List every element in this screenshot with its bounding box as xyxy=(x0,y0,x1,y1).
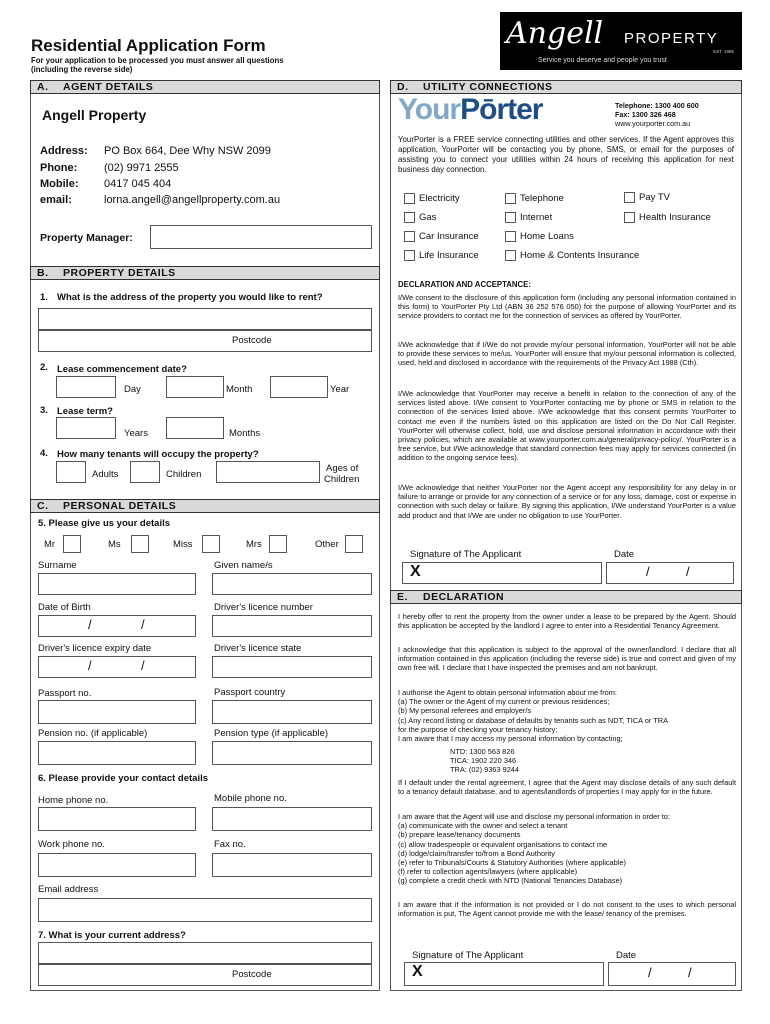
declaration-e-paragraph-1: I hereby offer to rent the property from the owner under a lease to be prepared by the Agent. Should this application be accepted by the landlord I agree to enter into a Residential Tenancy Agreement. xyxy=(398,612,736,631)
agent-mobile-value: 0417 045 404 xyxy=(104,178,172,190)
yourporter-fax: Fax: 1300 326 468 xyxy=(615,110,676,119)
lease-year-label: Year xyxy=(330,384,350,395)
declaration-date-slash-2: / xyxy=(688,965,692,980)
uses-line: (e) refer to Tribunals/Courts & Statutory Authorities (where applicable) xyxy=(398,858,626,868)
title-mr-label: Mr xyxy=(44,539,56,550)
lease-months-field[interactable] xyxy=(166,417,224,439)
home-phone-label: Home phone no. xyxy=(38,795,109,806)
declaration-e-uses xyxy=(398,812,736,886)
pay-tv-checkbox[interactable] xyxy=(624,192,635,203)
declaration-e-paragraph-2: I acknowledge that this application is subject to the approval of the owner/landlord. I declare that all information contained in this application (including the reverse side) is true and correct and given of my own free will. I declare that I have inspected the premises and am not bankrupt. xyxy=(398,645,736,673)
expiry-slash-2: / xyxy=(141,658,145,673)
agent-email-label: email: xyxy=(40,194,72,206)
utility-date-slash-1: / xyxy=(646,564,650,579)
pension-number-label: Pension no. (if applicable) xyxy=(38,728,148,739)
contact-line: TRA: (02) 9363 9244 xyxy=(450,765,520,775)
fax-label: Fax no. xyxy=(214,839,246,850)
lease-year-field[interactable] xyxy=(270,376,328,398)
email-label: Email address xyxy=(38,884,99,895)
utility-signature-x: X xyxy=(410,563,421,580)
utility-date-field[interactable] xyxy=(606,562,734,584)
agent-name: Angell Property xyxy=(42,107,147,123)
given-name-label: Given name/s xyxy=(214,560,273,571)
internet-checkbox[interactable] xyxy=(505,212,516,223)
children-label: Children xyxy=(166,469,202,480)
home-contents-insurance-checkbox[interactable] xyxy=(505,250,516,261)
telephone-checkbox[interactable] xyxy=(505,193,516,204)
title-other-label: Other xyxy=(315,539,339,550)
dob-label: Date of Birth xyxy=(38,602,91,613)
title-other-checkbox[interactable] xyxy=(345,535,363,553)
dob-slash-1: / xyxy=(88,617,92,632)
yourporter-intro: YourPorter is a FREE service connecting utilities and other services. If the Agent approves this application, YourPorter will be contacting you by phone, SMS, or email for the purposes of assisting you to connect your utilities within 24 hours of receiving this application for next business day connection. xyxy=(398,135,734,174)
property-manager-field[interactable] xyxy=(150,225,372,249)
health-insurance-label: Health Insurance xyxy=(639,212,711,223)
lease-month-label: Month xyxy=(226,384,253,395)
authorise-line: I am aware that I may access my personal information by contacting; xyxy=(398,734,623,744)
passport-number-label: Passport no. xyxy=(38,688,92,699)
pension-type-field[interactable] xyxy=(212,741,372,765)
authorise-line: (b) My personal referees and employer/s xyxy=(398,706,532,716)
life-insurance-label: Life Insurance xyxy=(419,250,479,261)
section-d-header: D. UTILITY CONNECTIONS xyxy=(390,80,742,94)
contact-line: TICA: 1902 220 346 xyxy=(450,756,517,766)
authorise-line: (a) The owner or the Agent of my current or previous residences; xyxy=(398,697,610,707)
agent-address-label: Address: xyxy=(40,145,88,157)
tenancy-database-contacts xyxy=(450,747,519,775)
children-ages-label-2: Children xyxy=(324,474,360,485)
passport-country-field[interactable] xyxy=(212,700,372,724)
q3-number: 3. xyxy=(40,405,48,416)
q2-number: 2. xyxy=(40,362,48,373)
utility-signature-label: Signature of The Applicant xyxy=(410,549,522,560)
declaration-e-paragraph-6: I am aware that if the information is not provided or I do not consent to the uses to which personal information is put, The Agent cannot provide me with the lease/ tenancy of the premises. xyxy=(398,900,736,919)
q1-number: 1. xyxy=(40,292,48,303)
licence-number-label: Driver's licence number xyxy=(214,602,313,613)
declaration-signature-x: X xyxy=(412,963,423,980)
section-e-header: E. DECLARATION xyxy=(390,590,742,604)
declaration-paragraph-4: I/We acknowledge that neither YourPorter nor the Agent accept any responsibility for any delay in or failure to arrange or provide for any connection of a service or for any loss, damage, cost or expense in connection with such delay or failure. By signing this application, I/We understand YourPorter is a value add product and that I/We are under no obligation to use YourPorter. xyxy=(398,483,736,520)
current-postcode-label: Postcode xyxy=(232,969,272,980)
current-address-field[interactable] xyxy=(38,942,372,964)
lease-years-field[interactable] xyxy=(56,417,116,439)
yourporter-website: www.yourporter.com.au xyxy=(615,119,691,128)
children-ages-field[interactable] xyxy=(216,461,320,483)
property-address-line2-field[interactable] xyxy=(38,330,372,352)
agent-phone-value: (02) 9971 2555 xyxy=(104,162,179,174)
email-field[interactable] xyxy=(38,898,372,922)
section-a-header: A. AGENT DETAILS xyxy=(30,80,380,94)
work-phone-label: Work phone no. xyxy=(38,839,105,850)
title-ms-checkbox[interactable] xyxy=(131,535,149,553)
children-ages-label-1: Ages of xyxy=(326,463,359,474)
contact-line: NTD: 1300 563 826 xyxy=(450,747,515,756)
electricity-label: Electricity xyxy=(419,193,460,204)
lease-day-label: Day xyxy=(124,384,141,395)
authorise-line: (c) Any record listing or database of defaults by tenants such as NDT, TICA or TRA xyxy=(398,715,669,725)
pay-tv-label: Pay TV xyxy=(639,192,670,203)
adults-label: Adults xyxy=(92,469,119,480)
gas-label: Gas xyxy=(419,212,437,223)
licence-expiry-field[interactable] xyxy=(38,656,196,678)
dob-slash-2: / xyxy=(141,617,145,632)
property-manager-label: Property Manager: xyxy=(40,232,133,244)
uses-line: (c) allow tradespeople or equivalent organisations to contact me xyxy=(398,839,608,849)
electricity-checkbox[interactable] xyxy=(404,193,415,204)
section-b-header: B. PROPERTY DETAILS xyxy=(30,266,380,280)
agent-mobile-label: Mobile: xyxy=(40,178,79,190)
utility-date-label: Date xyxy=(614,549,635,560)
declaration-paragraph-1: I/We consent to the disclosure of this application form (including any personal information contained in this form) to YourPorter Pty Ltd (ABN 36 252 576 050) for the purpose of allowing YourPorter and its service providers to contact me for the connection of services as offered by YourPorter. xyxy=(398,293,736,321)
pension-type-label: Pension type (if applicable) xyxy=(214,728,329,739)
surname-field[interactable] xyxy=(38,573,196,595)
home-loans-checkbox[interactable] xyxy=(505,231,516,242)
q4-number: 4. xyxy=(40,448,48,459)
dob-field[interactable] xyxy=(38,615,196,637)
title-mrs-label: Mrs xyxy=(246,539,262,550)
title-miss-label: Miss xyxy=(173,539,193,550)
angell-property-logo xyxy=(500,12,742,70)
logo-tagline: Service you deserve and people you trust xyxy=(538,57,667,64)
page-subtitle-note: (including the reverse side) xyxy=(31,65,133,74)
home-loans-label: Home Loans xyxy=(520,231,574,242)
mobile-phone-field[interactable] xyxy=(212,807,372,831)
declaration-signature-label: Signature of The Applicant xyxy=(412,950,524,961)
yourporter-logo xyxy=(398,93,542,127)
q5-text: 5. Please give us your details xyxy=(38,518,171,529)
adults-field[interactable] xyxy=(56,461,86,483)
home-contents-insurance-label: Home & Contents Insurance xyxy=(520,250,640,261)
declaration-paragraph-2: I/We acknowledge that if I/We do not provide my/our personal information, YourPorter will not be able to provide these services to me/us. YourPorter will ensure that my/our personal information is collected, used, held and disclosed in accordance with the requirements of the Privacy Act 1988 (Cth). xyxy=(398,340,736,368)
telephone-label: Telephone xyxy=(520,193,564,204)
property-postcode-label: Postcode xyxy=(232,335,272,346)
mobile-phone-label: Mobile phone no. xyxy=(214,793,287,804)
page-subtitle: For your application to be processed you must answer all questions xyxy=(31,56,284,65)
car-insurance-checkbox[interactable] xyxy=(404,231,415,242)
yourporter-logo-porter: Pōrter xyxy=(460,93,543,126)
authorise-line: for the purpose of checking your tenancy history; xyxy=(398,724,558,734)
declaration-date-label: Date xyxy=(616,950,637,961)
q4-text: How many tenants will occupy the property? xyxy=(57,449,259,460)
title-mrs-checkbox[interactable] xyxy=(269,535,287,553)
life-insurance-checkbox[interactable] xyxy=(404,250,415,261)
logo-script: Angell xyxy=(506,16,604,51)
title-miss-checkbox[interactable] xyxy=(202,535,220,553)
licence-state-label: Driver's licence state xyxy=(214,643,302,654)
q6-text: 6. Please provide your contact details xyxy=(38,773,209,784)
fax-field[interactable] xyxy=(212,853,372,877)
title-ms-label: Ms xyxy=(108,539,121,550)
declaration-paragraph-3: I/We acknowledge that YourPorter may receive a benefit in relation to the connection of any of the services listed above. I/We consent to YourPorter contacting me by phone or SMS in relation to the connection of the services listed above. I/We acknowledge that this consent permits YourPorter to contact me even if the numbers listed on this application are listed on the Do Not Call Register. YourPorter will otherwise collect, hold, use and disclose personal information in accordance with their privacy policies, which are available at www.yourporter.com.au/general/privacy-policy/. YourPorter is a free service, but I/We acknowledge that standard connection fees may apply for services connected (in addition to the ongoing service fees). xyxy=(398,389,736,463)
utility-date-slash-2: / xyxy=(686,564,690,579)
yourporter-telephone: Telephone: 1300 400 600 xyxy=(615,101,699,110)
declaration-date-field[interactable] xyxy=(608,962,736,986)
lease-month-field[interactable] xyxy=(166,376,224,398)
uses-line: (g) complete a credit check with NTD (National Tenancies Database) xyxy=(398,876,623,886)
declaration-signature-field[interactable] xyxy=(404,962,604,986)
lease-months-label: Months xyxy=(229,428,261,439)
section-c-header: C. PERSONAL DETAILS xyxy=(30,499,380,513)
current-address-line2-field[interactable] xyxy=(38,964,372,986)
internet-label: Internet xyxy=(520,212,553,223)
declaration-acceptance-title: DECLARATION AND ACCEPTANCE: xyxy=(398,280,531,289)
yourporter-logo-your: Your xyxy=(398,93,461,126)
uses-line: I am aware that the Agent will use and disclose my personal information in order to: xyxy=(398,812,670,821)
passport-country-label: Passport country xyxy=(214,687,286,698)
licence-number-field[interactable] xyxy=(212,615,372,637)
home-phone-field[interactable] xyxy=(38,807,196,831)
uses-line: (b) prepare lease/tenancy documents xyxy=(398,830,521,840)
property-address-field[interactable] xyxy=(38,308,372,330)
licence-expiry-label: Driver's licence expiry date xyxy=(38,643,152,654)
logo-word: PROPERTY xyxy=(624,30,719,47)
car-insurance-label: Car Insurance xyxy=(419,231,479,242)
page-title: Residential Application Form xyxy=(31,36,266,55)
agent-address-value: PO Box 664, Dee Why NSW 2099 xyxy=(104,145,271,157)
uses-line: (d) lodge/claim/transfer to/from a Bond Authority xyxy=(398,848,555,858)
title-mr-checkbox[interactable] xyxy=(63,535,81,553)
agent-phone-label: Phone: xyxy=(40,162,78,174)
declaration-date-slash-1: / xyxy=(648,965,652,980)
logo-est: EST. 1985 xyxy=(713,49,734,54)
lease-day-field[interactable] xyxy=(56,376,116,398)
declaration-e-authorise xyxy=(398,688,736,743)
work-phone-field[interactable] xyxy=(38,853,196,877)
passport-number-field[interactable] xyxy=(38,700,196,724)
authorise-line: I authorise the Agent to obtain personal information about me from: xyxy=(398,688,617,697)
q1-text: What is the address of the property you would like to rent? xyxy=(57,292,323,303)
given-name-field[interactable] xyxy=(212,573,372,595)
lease-years-label: Years xyxy=(124,428,148,439)
agent-email-value: lorna.angell@angellproperty.com.au xyxy=(104,194,281,206)
surname-label: Surname xyxy=(38,560,77,571)
pension-number-field[interactable] xyxy=(38,741,196,765)
licence-state-field[interactable] xyxy=(212,656,372,678)
declaration-e-paragraph-4: If I default under the rental agreement, I agree that the Agent may disclose details of any such default to a tenancy default database, and to agents/landlords of properties I may apply for in the future. xyxy=(398,778,736,797)
gas-checkbox[interactable] xyxy=(404,212,415,223)
children-field[interactable] xyxy=(130,461,160,483)
q3-text: Lease term? xyxy=(57,406,113,417)
uses-line: (f) refer to collection agents/lawyers (where applicable) xyxy=(398,867,578,877)
health-insurance-checkbox[interactable] xyxy=(624,212,635,223)
uses-line: (a) communicate with the owner and select a tenant xyxy=(398,821,568,831)
utility-signature-field[interactable] xyxy=(402,562,602,584)
q2-text: Lease commencement date? xyxy=(57,364,187,375)
q7-text: 7. What is your current address? xyxy=(38,930,186,941)
expiry-slash-1: / xyxy=(88,658,92,673)
